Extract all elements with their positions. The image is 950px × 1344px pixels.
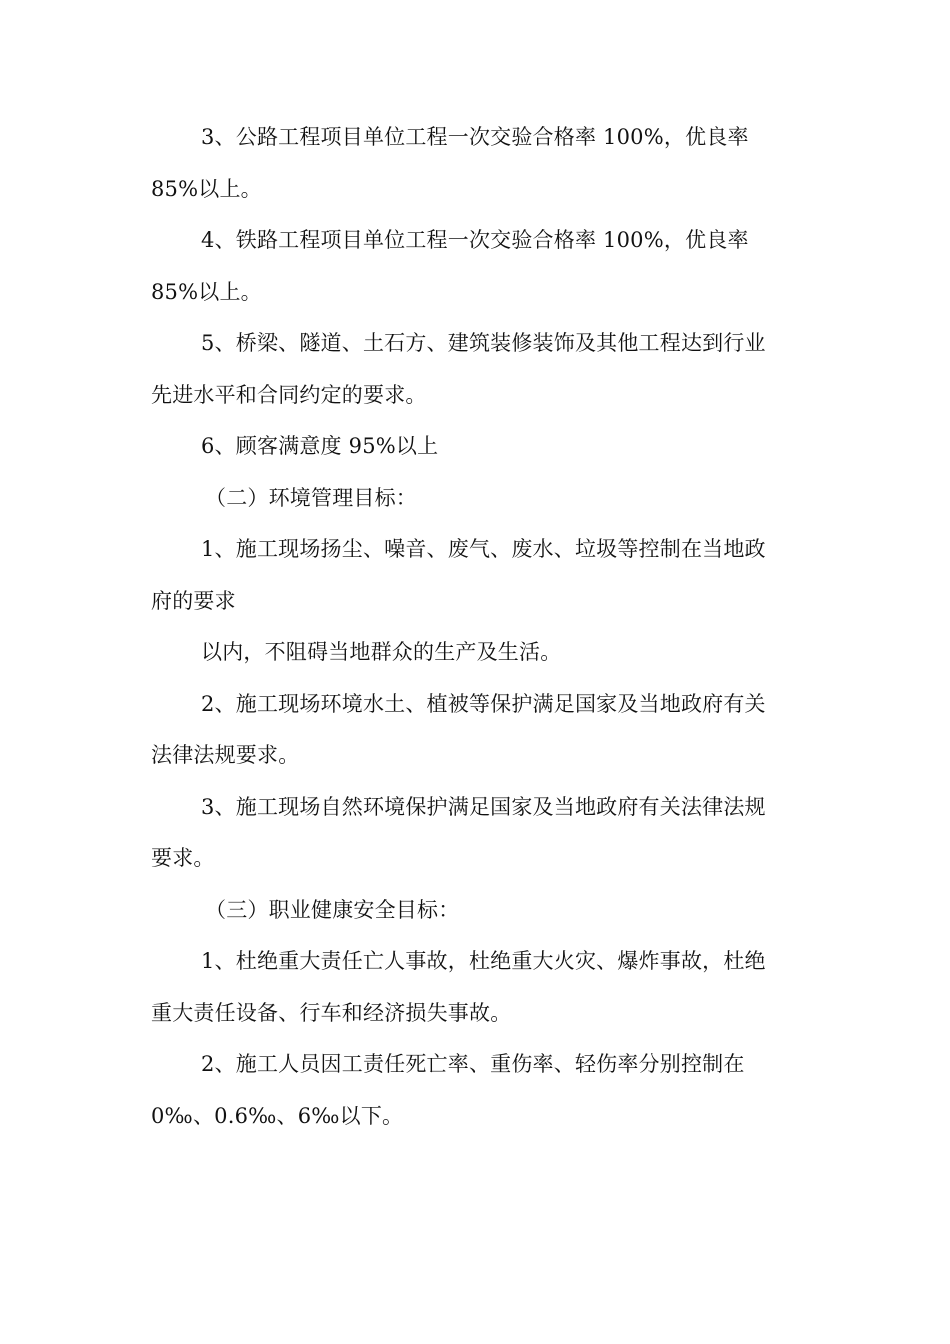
paragraph-line: 6、顾客满意度 95%以上	[201, 434, 439, 458]
paragraph-line: 4、铁路工程项目单位工程一次交验合格率 100%，优良率	[201, 228, 749, 252]
section-heading: （三）职业健康安全目标：	[205, 897, 460, 922]
paragraph-line: 法律法规要求。	[151, 743, 300, 767]
paragraph-line: 府的要求	[151, 588, 236, 613]
section-heading: （二）环境管理目标：	[205, 485, 417, 510]
paragraph-line: 0‰、0.6‰、6‰以下。	[151, 1103, 404, 1128]
paragraph-line: 85%以上。	[151, 279, 262, 304]
paragraph-line: 85%以上。	[151, 176, 262, 201]
paragraph-line: 1、杜绝重大责任亡人事故，杜绝重大火灾、爆炸事故，杜绝	[201, 949, 766, 973]
paragraph-line: 以内，不阻碍当地群众的生产及生活。	[201, 640, 562, 664]
paragraph-line: 2、施工现场环境水土、植被等保护满足国家及当地政府有关	[201, 691, 766, 716]
paragraph-line: 先进水平和合同约定的要求。	[151, 382, 427, 407]
paragraph-line: 3、公路工程项目单位工程一次交验合格率 100%，优良率	[201, 125, 749, 149]
paragraph-line: 1、施工现场扬尘、噪音、废气、废水、垃圾等控制在当地政	[201, 537, 766, 561]
paragraph-line: 2、施工人员因工责任死亡率、重伤率、轻伤率分别控制在	[201, 1052, 745, 1076]
document-body	[151, 112, 796, 1142]
paragraph-line: 5、桥梁、隧道、土石方、建筑装修装饰及其他工程达到行业	[201, 331, 766, 355]
paragraph-line: 3、施工现场自然环境保护满足国家及当地政府有关法律法规	[201, 794, 766, 819]
paragraph-line: 重大责任设备、行车和经济损失事故。	[151, 1000, 512, 1025]
paragraph-line: 要求。	[151, 846, 215, 870]
